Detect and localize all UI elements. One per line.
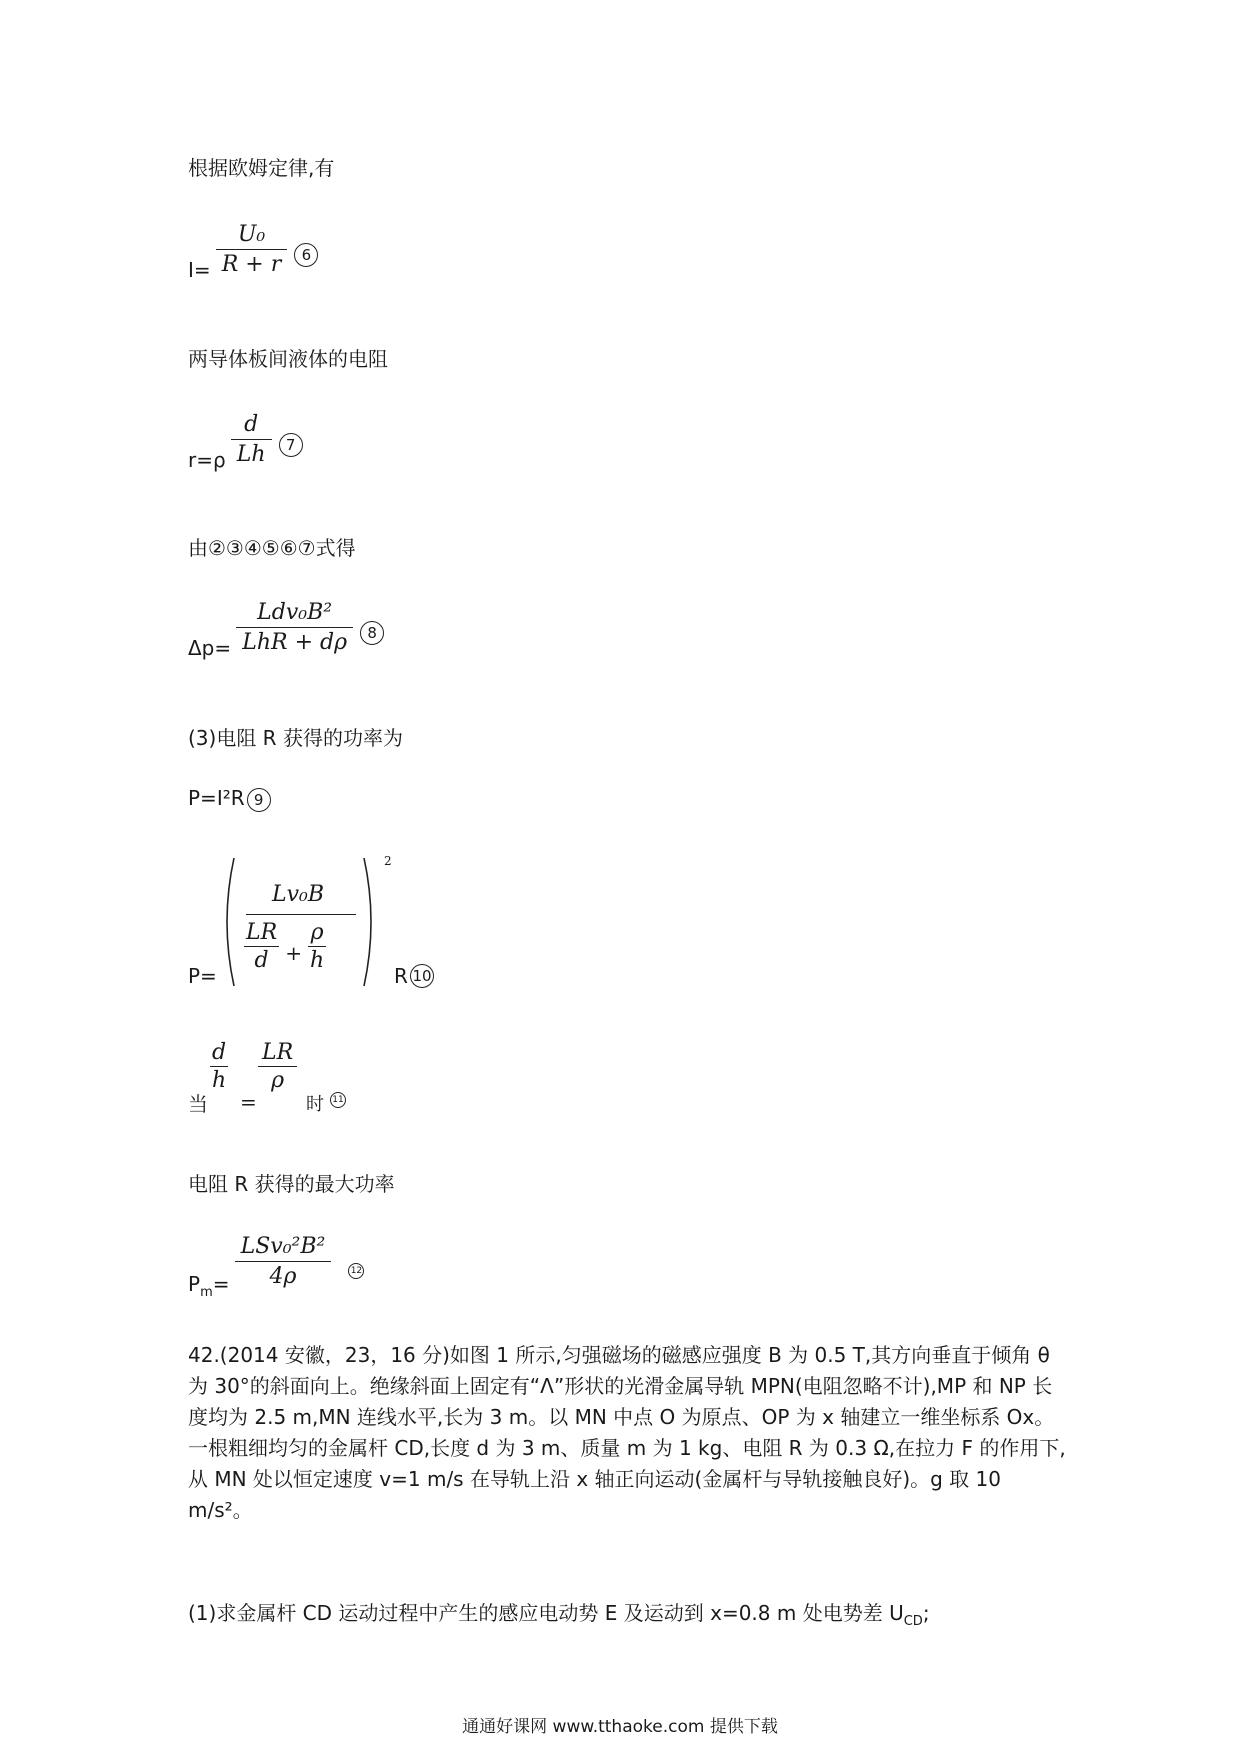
eq10-term-a [244, 920, 279, 973]
eq12-numerator: LSv₀²B² [240, 1234, 326, 1259]
equation-11 [188, 1040, 388, 1120]
eq8-numerator: Ldv₀B² [257, 600, 333, 625]
eq6-lhs: I= [188, 258, 211, 282]
eq11-tag: 11 [330, 1092, 346, 1108]
eq10-lhs: P= [188, 964, 217, 988]
eq11-pre: 当 [188, 1092, 208, 1116]
eq8-denominator: LhR + dρ [242, 630, 348, 655]
eq7-numerator: d [244, 412, 259, 437]
eq10-left-paren [218, 856, 236, 988]
text-power-intro: (3)电阻 R 获得的功率为 [188, 726, 403, 750]
eq12-fraction [235, 1234, 332, 1289]
equation-9 [188, 786, 271, 812]
eq11-right-denominator: ρ [271, 1068, 285, 1093]
eq10-rhs: R [394, 964, 408, 988]
eq10-term-b [308, 920, 326, 973]
eq12-tag: 12 [348, 1263, 364, 1279]
eq12-denominator: 4ρ [269, 1264, 297, 1289]
eq10-b-numerator: ρ [310, 920, 324, 945]
page-footer: 通通好课网 www.tthaoke.com 提供下载 [462, 1717, 778, 1737]
eq11-left-numerator: d [212, 1040, 227, 1065]
eq10-inner-numerator: Lv₀B [271, 882, 325, 907]
text-resistance: 两导体板间液体的电阻 [188, 347, 388, 371]
text-max-power-intro: 电阻 R 获得的最大功率 [188, 1172, 395, 1196]
eq6-fraction [216, 222, 288, 277]
eq10-right-paren [362, 856, 380, 988]
equation-12 [188, 1234, 364, 1300]
eq10-a-numerator: LR [246, 920, 278, 945]
equation-7 [188, 412, 303, 472]
eq6-denominator: R + r [221, 252, 282, 277]
eq7-lhs: r=ρ [188, 448, 226, 472]
equation-6 [188, 222, 318, 282]
eq11-right-numerator: LR [262, 1040, 294, 1065]
eq6-numerator: U₀ [237, 222, 266, 247]
equation-8 [188, 600, 384, 660]
eq10-exponent: 2 [384, 854, 392, 868]
eq7-denominator: Lh [236, 442, 266, 467]
problem-42-statement: 42.(2014 安徽，23，16 分)如图 1 所示,匀强磁场的磁感应强度 B 为 0.5 T,其方向垂直于倾角 θ 为 30°的斜面向上。绝缘斜面上固定有“Λ”形状的光滑金属导轨 MPN(电阻忽略不计),MP 和 NP 长度均为 2.5 m,MN 连线水平,长为 3 m。以 MN 中点 O 为原点、OP 为 x 轴建立一维坐标系 Ox。一根粗细均匀的金属杆 CD,长度 d 为 3 m、质量 m 为 1 kg、电阻 R 为 0.3 Ω,在拉力 F 的作用下,从 MN 处以恒定速度 v=1 m/s 在导轨上沿 x 轴正向运动(金属杆与导轨接触良好)。g 取 10 m/s²。 [188, 1343, 1066, 1522]
eq11-equals: = [240, 1090, 257, 1114]
eq7-tag: 7 [279, 433, 303, 457]
eq8-tag: 8 [360, 621, 384, 645]
eq11-right-fraction [258, 1040, 297, 1093]
eq11-left-fraction [210, 1040, 228, 1093]
eq6-tag: 6 [294, 243, 318, 267]
text-combine: 由②③④⑤⑥⑦式得 [188, 536, 356, 560]
eq10-plus: + [285, 940, 302, 965]
eq12-lhs: $P_m=$ [188, 1272, 230, 1300]
eq10-a-denominator: d [254, 948, 269, 973]
eq8-lhs: Δp= [188, 636, 232, 660]
problem-42-question-1: (1)求金属杆 CD 运动过程中产生的感应电动势 E 及运动到 x=0.8 m 处电势差 $U_{CD}$; [188, 1601, 930, 1629]
eq11-left-denominator: h [212, 1068, 227, 1093]
eq9-text: P=I²R [188, 786, 245, 810]
eq9-tag: 9 [247, 788, 271, 812]
eq8-fraction [236, 600, 353, 655]
eq11-post: 时 [306, 1094, 324, 1115]
equation-10 [188, 854, 448, 994]
eq10-tag: 10 [410, 964, 434, 988]
text-ohm-law: 根据欧姆定律,有 [188, 156, 335, 180]
eq10-b-denominator: h [309, 948, 325, 973]
eq7-fraction [231, 412, 272, 467]
